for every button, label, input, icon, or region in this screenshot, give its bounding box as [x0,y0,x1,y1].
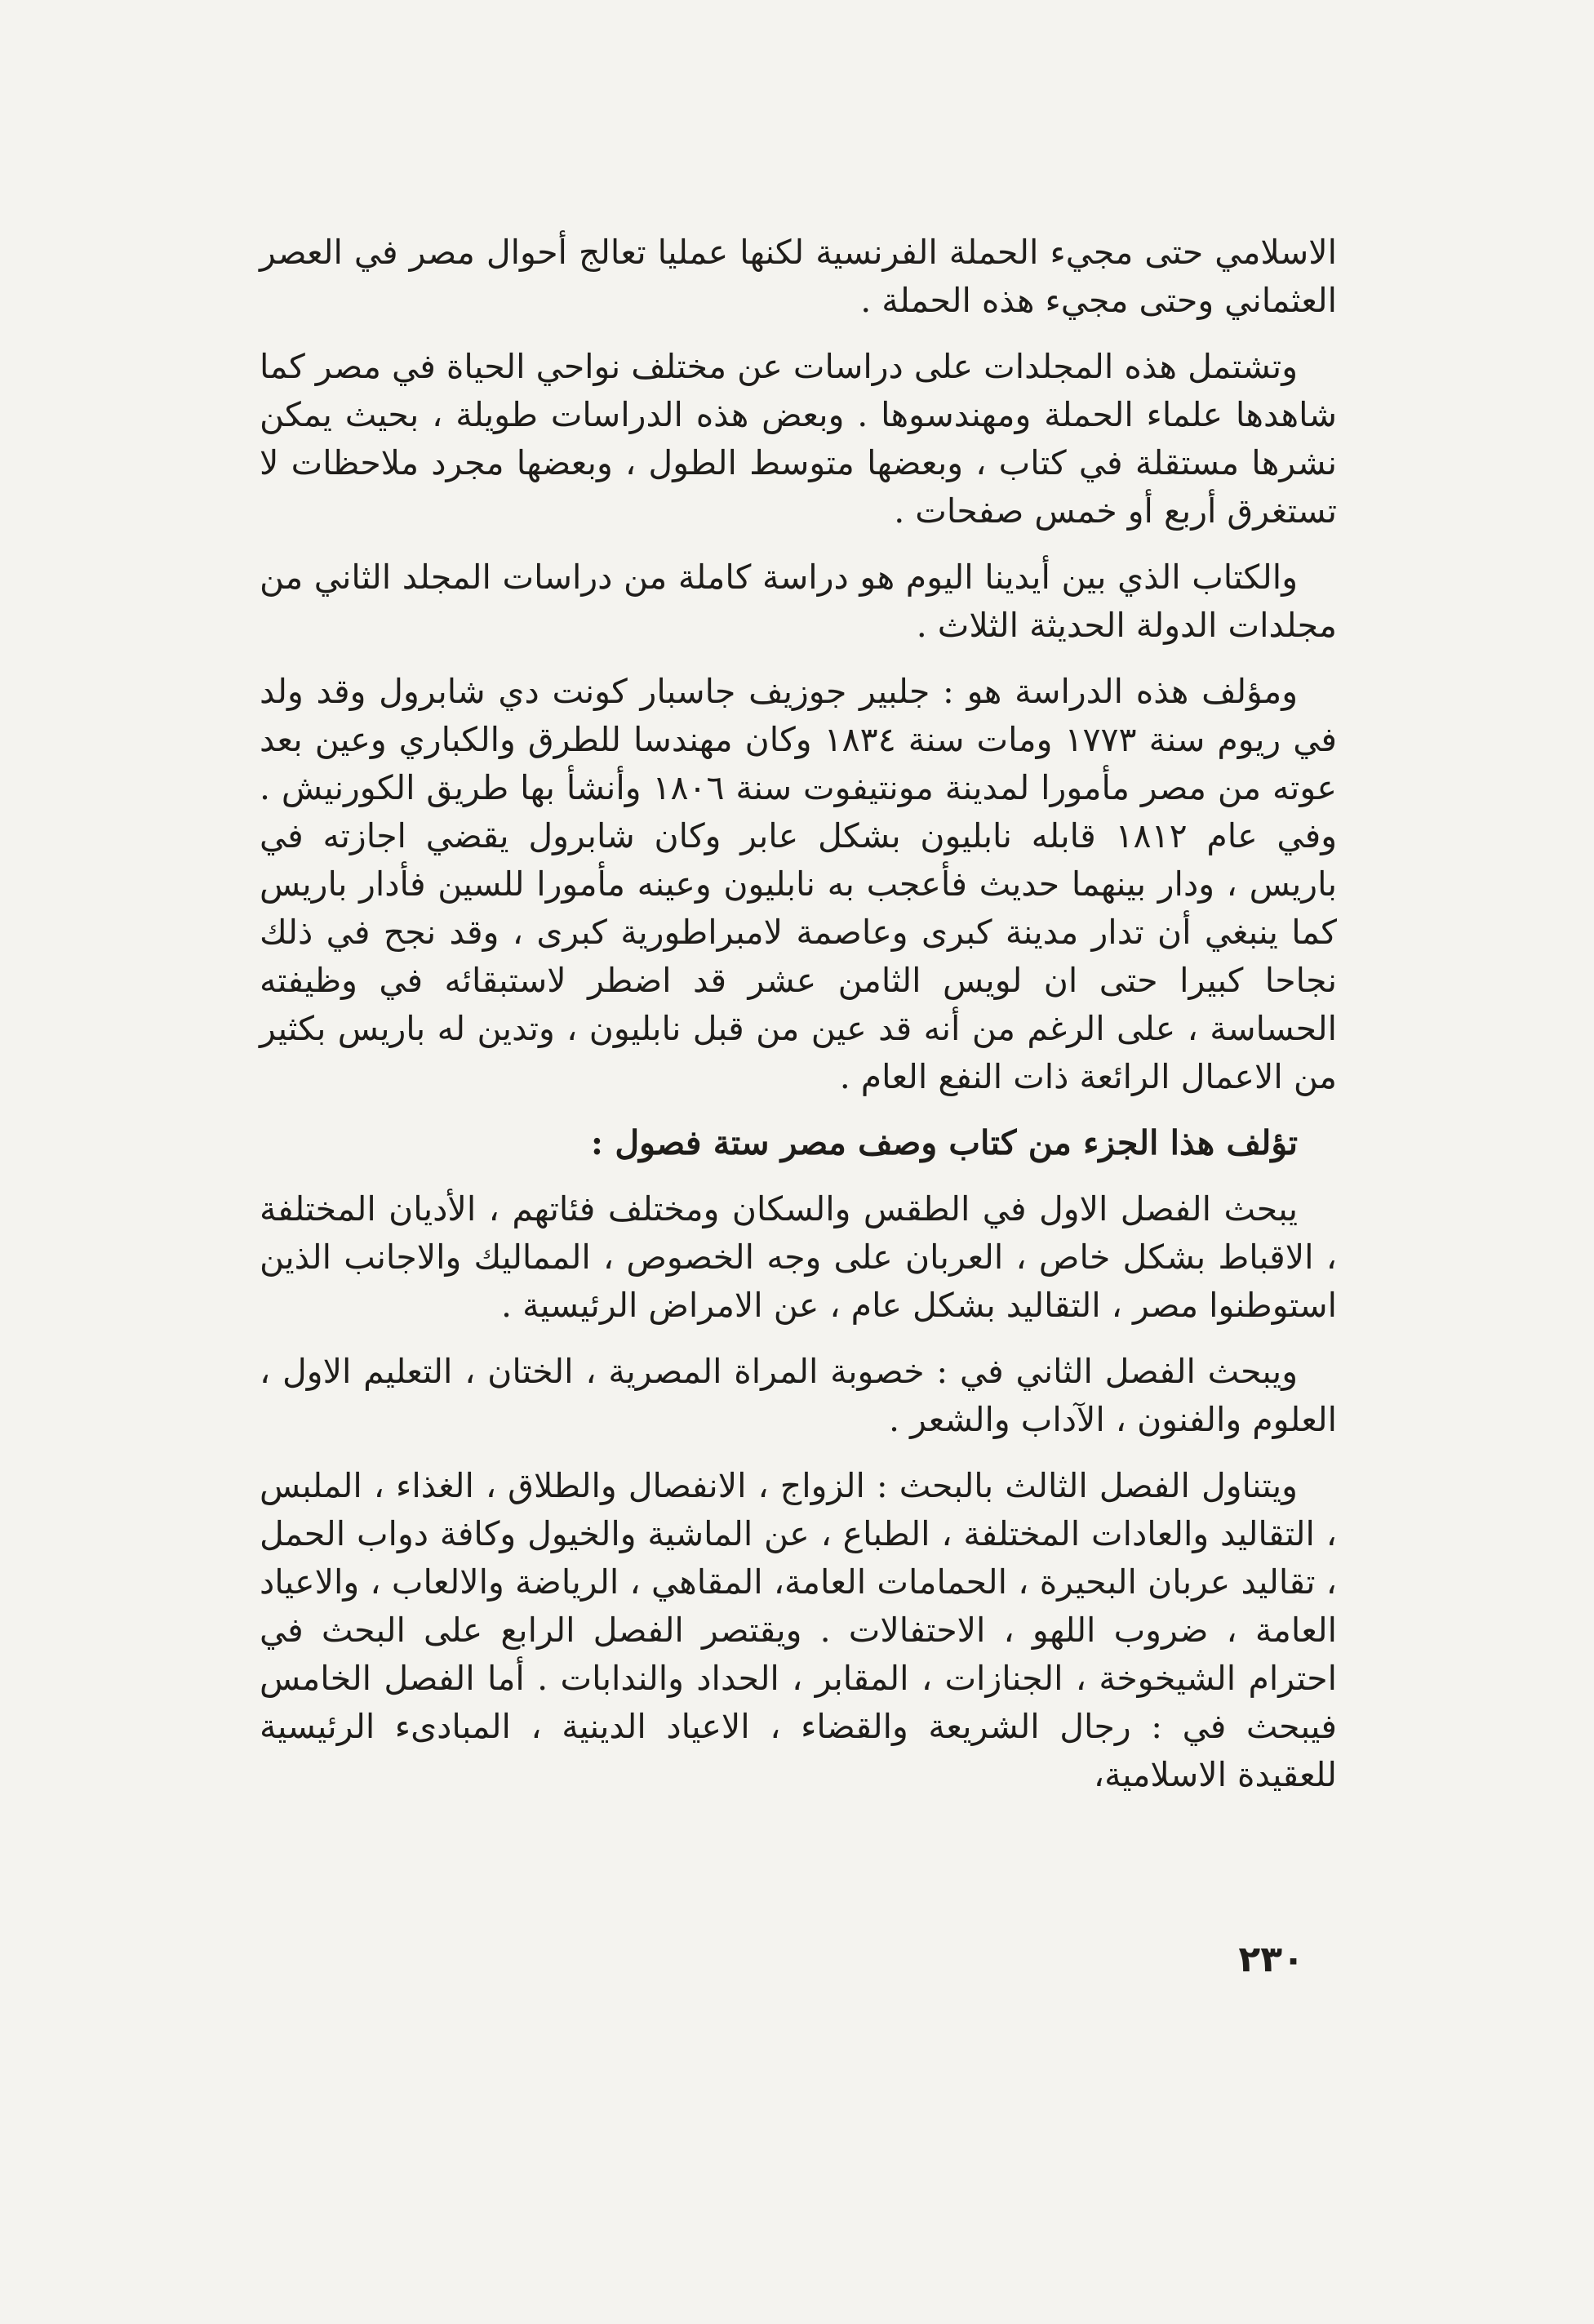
paragraph-7: ويبحث الفصل الثاني في : خصوبة المراة المصرية ، الختان ، التعليم الاول ، العلوم والفنون ، الآداب والشعر . [260,1352,1337,1439]
paragraph-6: يبحث الفصل الاول في الطقس والسكان ومختلف فئاتهم ، الأديان المختلفة ، الاقباط بشكل خاص ، العربان على وجه الخصوص ، المماليك والاجانب الذين استوطنوا مصر ، التقاليد بشكل عام ، عن الامراض الرئيسية . [260,1189,1337,1325]
body-text [260,229,1337,1817]
paragraph-2: وتشتمل هذه المجلدات على دراسات عن مختلف نواحي الحياة في مصر كما شاهدها علماء الحملة ومهندسوها . وبعض هذه الدراسات طويلة ، بحيث يمكن نشرها مستقلة في كتاب ، وبعضها متوسط الطول ، وبعضها مجرد ملاحظات لا تستغرق أربع أو خمس صفحات . [260,347,1337,531]
paragraph-4: ومؤلف هذه الدراسة هو : جلبير جوزيف جاسبار كونت دي شابرول وقد ولد في ريوم سنة ١٧٧٣ ومات سنة ١٨٣٤ وكان مهندسا للطرق والكباري وعين بعد عوته من مصر مأمورا لمدينة مونتيفوت سنة ١٨٠٦ وأنشأ بها طريق الكورنيش . وفي عام ١٨١٢ قابله نابليون بشكل عابر وكان شابرول يقضي اجازته في باريس ، ودار بينهما حديث فأعجب به نابليون وعينه مأمورا للسين فأدار باريس كما ينبغي أن تدار مدينة كبرى وعاصمة لامبراطورية كبرى ، وقد نجح في ذلك نجاحا كبيرا حتى ان لويس الثامن عشر قد اضطر لاستبقائه في وظيفته الحساسة ، على الرغم من أنه قد عين من قبل نابليون ، وتدين له باريس بكثير من الاعمال الرائعة ذات النفع العام . [260,672,1338,1096]
paragraph-5: تؤلف هذا الجزء من كتاب وصف مصر ستة فصول : [590,1123,1298,1162]
page-number: ٢٣٠ [1238,1939,1304,1980]
paragraph-3: والكتاب الذي بين أيدينا اليوم هو دراسة كاملة من دراسات المجلد الثاني من مجلدات الدولة الحديثة الثلاث . [260,558,1337,645]
paragraph-1: الاسلامي حتى مجيء الحملة الفرنسية لكنها عمليا تعالج أحوال مصر في العصر العثماني وحتى مجيء هذه الحملة . [260,233,1337,320]
paragraph-8: ويتناول الفصل الثالث بالبحث : الزواج ، الانفصال والطلاق ، الغذاء ، الملبس ، التقاليد والعادات المختلفة ، الطباع ، عن الماشية والخيول وكافة دواب الحمل ، تقاليد عربان البحيرة ، الحمامات العامة، المقاهي ، الرياضة والالعاب ، والاعياد العامة ، ضروب اللهو ، الاحتفالات . ويقتصر الفصل الرابع على البحث في احترام الشيخوخة ، الجنازات ، المقابر ، الحداد والندابات . أما الفصل الخامس فيبحث في : رجال الشريعة والقضاء ، الاعياد الدينية ، المبادىء الرئيسية للعقيدة الاسلامية، [260,1466,1337,1794]
